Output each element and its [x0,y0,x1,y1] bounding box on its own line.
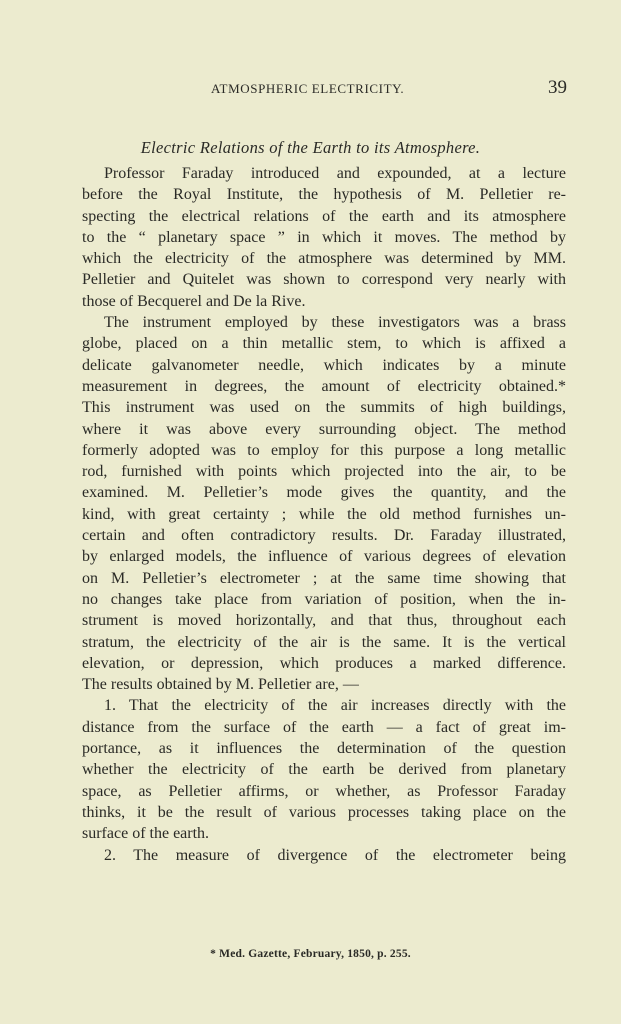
text-line: on M. Pelletier’s electrometer ; at the same time showing that [82,569,566,587]
text-line: measurement in degrees, the amount of electricity obtained.* [82,377,566,395]
text-line: globe, placed on a thin metallic stem, to which is affixed a [82,335,566,353]
text-line: which the electricity of the atmosphere was determined by MM. [82,250,566,268]
text-line: 2. The measure of divergence of the electrometer being [104,846,566,864]
text-line: surface of the earth. [82,825,210,843]
text-line: distance from the surface of the earth — a fact of great im- [82,718,566,736]
text-line: Pelletier and Quitelet was shown to correspond very nearly with [82,271,566,289]
running-head-title: ATMOSPHERIC ELECTRICITY. [211,81,405,96]
text-line: certain and often contradictory results. Dr. Faraday illustrated, [82,527,566,545]
text-line: space, as Pelletier affirms, or whether, as Professor Faraday [82,782,566,800]
section-heading: Electric Relations of the Earth to its Atmosphere. [140,138,481,157]
text-line: This instrument was used on the summits of high buildings, [82,399,566,417]
footnote: * Med. Gazette, February, 1850, p. 255. [210,948,411,960]
text-line: to the “ planetary space ” in which it moves. The method by [82,228,566,246]
text-line: portance, as it influences the determination of the question [82,740,566,758]
text-line: Professor Faraday introduced and expounded, at a lecture [104,165,566,182]
text-line: rod, furnished with points which projected into the air, to be [82,463,566,481]
text-line: kind, with great certainty ; while the old method furnishes un- [82,505,566,523]
body-text [82,163,566,866]
text-line: formerly adopted was to employ for this purpose a long metallic [82,441,566,459]
text-line: strument is moved horizontally, and that thus, throughout each [82,612,566,630]
text-line: 1. That the electricity of the air increases directly with the [104,697,566,715]
text-line: examined. M. Pelletier’s mode gives the quantity, and the [82,484,566,502]
text-line: delicate galvanometer needle, which indicates by a minute [82,356,566,374]
text-line: thinks, it be the result of various processes taking place on the [82,803,566,821]
text-line: elevation, or depression, which produces a marked difference. [82,654,566,672]
text-line: stratum, the electricity of the air is the same. It is the vertical [82,633,566,651]
text-line: specting the electrical relations of the earth and its atmosphere [82,207,566,225]
text-line: The results obtained by M. Pelletier are, — [82,676,359,694]
page-number: 39 [548,77,567,98]
text-line: by enlarged models, the influence of various degrees of elevation [82,548,566,566]
text-line: no changes take place from variation of position, when the in- [82,590,566,608]
text-line: those of Becquerel and De la Rive. [82,292,306,310]
text-line: whether the electricity of the earth be derived from planetary [82,761,566,779]
running-head [105,77,567,101]
text-line: The instrument employed by these investigators was a brass [104,314,566,332]
text-line: where it was above every surrounding object. The method [82,420,566,438]
text-line: before the Royal Institute, the hypothesis of M. Pelletier re- [82,186,566,204]
